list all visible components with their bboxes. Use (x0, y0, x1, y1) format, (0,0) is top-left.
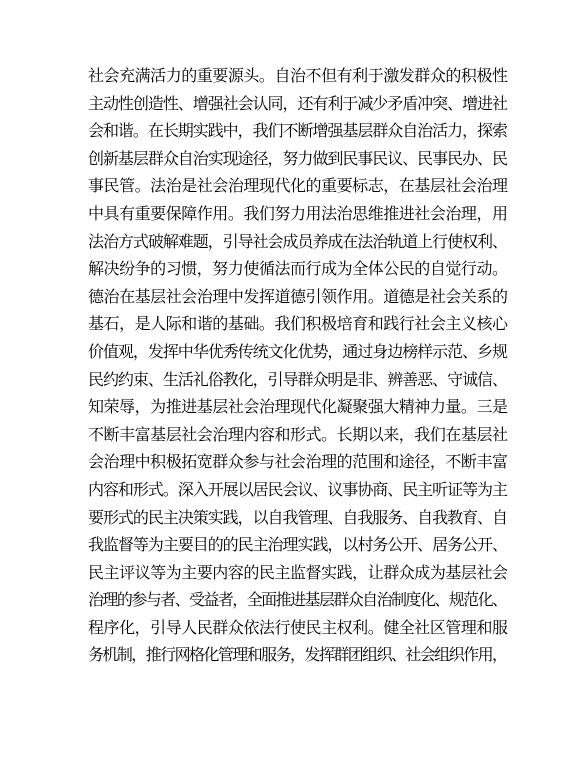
text-line: 事民管。法治是社会治理现代化的重要标志，在基层社会治理 (88, 176, 508, 196)
text-line: 我监督等为主要目的的民主治理实践，以村务公开、居务公开、 (88, 535, 507, 555)
text-line: 中具有重要保障作用。我们努力用法治思维推进社会治理，用 (88, 203, 508, 223)
text-line: 民主评议等为主要内容的民主监督实践，让群众成为基层社会 (88, 562, 508, 582)
text-line: 社会充满活力的重要源头。自治不但有利于激发群众的积极性 (88, 66, 508, 85)
text-line: 会治理中积极拓宽群众参与社会治理的范围和途径，不断丰富 (88, 452, 508, 472)
text-line: 德治在基层社会治理中发挥道德引领作用。道德是社会关系的 (88, 286, 508, 306)
text-line: 民约约束、生活礼俗教化，引导群众明是非、辨善恶、守诚信、 (88, 369, 507, 389)
text-line: 知荣辱，为推进基层社会治理现代化凝聚强大精神力量。三是 (88, 397, 508, 417)
text-line: 内容和形式。深入开展以居民会议、议事协商、民主听证等为主 (88, 479, 507, 499)
text-line: 价值观，发挥中华优秀传统文化优势，通过身边榜样示范、乡规 (88, 341, 507, 361)
body-text (88, 62, 508, 669)
text-line: 主动性创造性、增强社会认同，还有利于减少矛盾冲突、增进社 (88, 93, 507, 113)
text-line: 治理的参与者、受益者，全面推进基层群众自治制度化、规范化、 (88, 590, 507, 610)
text-line: 要形式的民主决策实践，以自我管理、自我服务、自我教育、自 (88, 507, 507, 527)
text-line: 不断丰富基层社会治理内容和形式。长期以来，我们在基层社 (88, 424, 508, 444)
text-line: 基石，是人际和谐的基础。我们积极培育和践行社会主义核心 (88, 314, 508, 334)
text-line: 会和谐。在长期实践中，我们不断增强基层群众自治活力，探索 (88, 121, 507, 141)
text-line: 解决纷争的习惯，努力使循法而行成为全体公民的自觉行动。 (88, 259, 508, 279)
text-line: 程序化，引导人民群众依法行使民主权利。健全社区管理和服 (88, 617, 508, 637)
text-line: 法治方式破解难题，引导社会成员养成在法治轨道上行使权利、 (88, 231, 507, 251)
text-line: 创新基层群众自治实现途径，努力做到民事民议、民事民办、民 (88, 148, 507, 168)
text-line: 务机制，推行网格化管理和服务，发挥群团组织、社会组织作用， (88, 645, 507, 665)
